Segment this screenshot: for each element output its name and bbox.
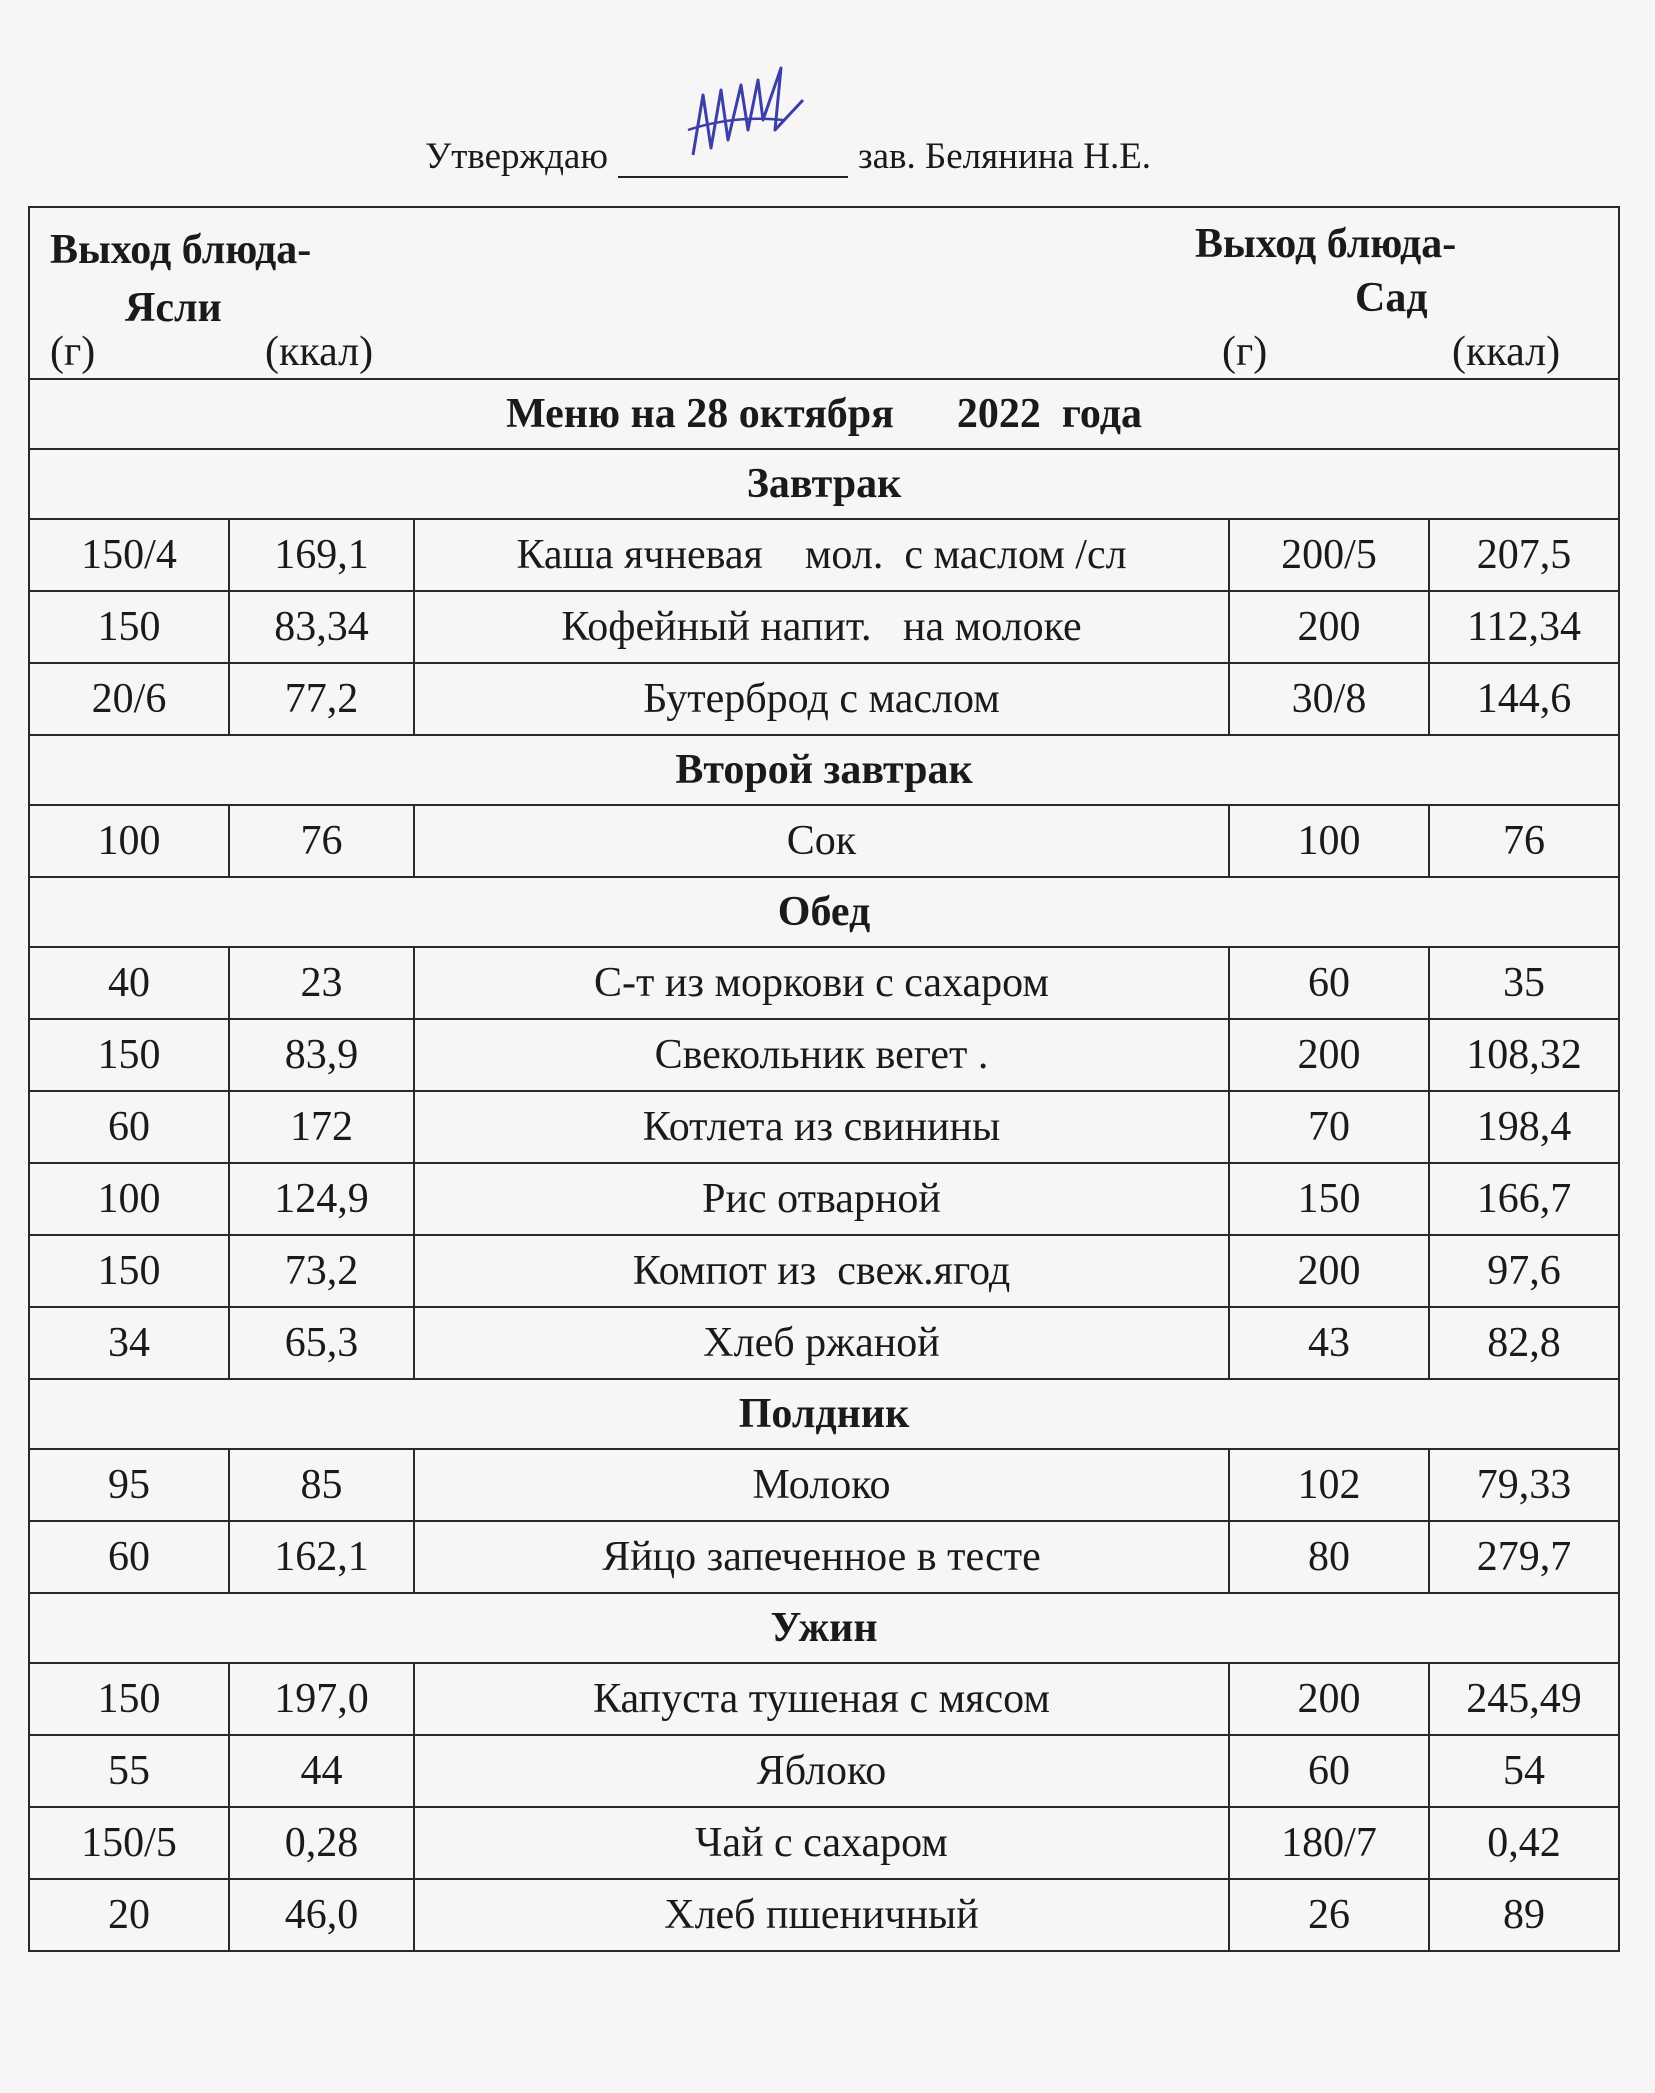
yasli-kcal-cell: 124,9 [229, 1163, 414, 1235]
table-row [29, 591, 1619, 663]
dish-name-cell: Молоко [414, 1449, 1229, 1521]
sad-grams-cell: 26 [1229, 1879, 1429, 1951]
sad-kcal-cell: 144,6 [1429, 663, 1619, 735]
sad-grams-cell: 180/7 [1229, 1807, 1429, 1879]
dish-name-cell: С-т из моркови с сахаром [414, 947, 1229, 1019]
yasli-grams-cell: 34 [29, 1307, 229, 1379]
section-title: Второй завтрак [29, 735, 1619, 805]
yasli-kcal-cell: 83,34 [229, 591, 414, 663]
sad-kcal-cell: 54 [1429, 1735, 1619, 1807]
yasli-kcal-cell: 44 [229, 1735, 414, 1807]
table-row [29, 1663, 1619, 1735]
sad-kcal-cell: 97,6 [1429, 1235, 1619, 1307]
menu-title: Меню на 28 октября 2022 года [29, 379, 1619, 449]
sad-title-line1: Выход блюда- [1195, 221, 1457, 267]
section-row [29, 1379, 1619, 1449]
sad-grams-cell: 150 [1229, 1163, 1429, 1235]
sad-unit-g: (г) [1222, 329, 1268, 375]
yasli-kcal-cell: 76 [229, 805, 414, 877]
section-row [29, 1593, 1619, 1663]
yasli-kcal-cell: 46,0 [229, 1879, 414, 1951]
dish-name-cell: Яйцо запеченное в тесте [414, 1521, 1229, 1593]
sad-kcal-cell: 198,4 [1429, 1091, 1619, 1163]
sad-unit-kcal: (ккал) [1452, 329, 1561, 375]
yasli-grams-cell: 60 [29, 1521, 229, 1593]
dish-name-cell: Компот из свеж.ягод [414, 1235, 1229, 1307]
yasli-grams-cell: 60 [29, 1091, 229, 1163]
table-row [29, 1521, 1619, 1593]
signature-icon [663, 60, 813, 185]
dish-name-cell: Яблоко [414, 1735, 1229, 1807]
yasli-grams-cell: 55 [29, 1735, 229, 1807]
yasli-grams-cell: 150 [29, 1235, 229, 1307]
section-title: Обед [29, 877, 1619, 947]
sad-kcal-cell: 112,34 [1429, 591, 1619, 663]
sad-grams-cell: 200 [1229, 591, 1429, 663]
yasli-title-line2: Ясли [125, 285, 222, 331]
sad-grams-cell: 80 [1229, 1521, 1429, 1593]
sad-grams-cell: 70 [1229, 1091, 1429, 1163]
dish-name-cell: Кофейный напит. на молоке [414, 591, 1229, 663]
menu-table [28, 206, 1620, 1952]
table-row [29, 947, 1619, 1019]
section-row [29, 449, 1619, 519]
yasli-kcal-cell: 0,28 [229, 1807, 414, 1879]
yasli-kcal-cell: 169,1 [229, 519, 414, 591]
yasli-unit-kcal: (ккал) [265, 329, 374, 375]
yasli-title-line1: Выход блюда- [50, 227, 312, 273]
sad-grams-cell: 43 [1229, 1307, 1429, 1379]
yasli-kcal-cell: 83,9 [229, 1019, 414, 1091]
sad-grams-cell: 200/5 [1229, 519, 1429, 591]
signature-line [618, 140, 848, 178]
table-row [29, 1449, 1619, 1521]
yasli-grams-cell: 100 [29, 805, 229, 877]
table-row [29, 1091, 1619, 1163]
yasli-kcal-cell: 23 [229, 947, 414, 1019]
table-row [29, 1307, 1619, 1379]
sad-kcal-cell: 79,33 [1429, 1449, 1619, 1521]
dish-name-cell: Котлета из свинины [414, 1091, 1229, 1163]
yasli-grams-cell: 150/4 [29, 519, 229, 591]
sad-kcal-cell: 245,49 [1429, 1663, 1619, 1735]
sad-kcal-cell: 0,42 [1429, 1807, 1619, 1879]
table-row [29, 663, 1619, 735]
sad-grams-cell: 60 [1229, 947, 1429, 1019]
yasli-grams-cell: 150/5 [29, 1807, 229, 1879]
sad-kcal-cell: 82,8 [1429, 1307, 1619, 1379]
sad-kcal-cell: 279,7 [1429, 1521, 1619, 1593]
dish-name-cell: Рис отварной [414, 1163, 1229, 1235]
section-title: Полдник [29, 1379, 1619, 1449]
dish-name-cell: Свекольник вегет . [414, 1019, 1229, 1091]
sad-grams-cell: 60 [1229, 1735, 1429, 1807]
table-row [29, 1807, 1619, 1879]
sad-grams-cell: 200 [1229, 1019, 1429, 1091]
dish-name-cell: Бутерброд с маслом [414, 663, 1229, 735]
dish-name-cell: Чай с сахаром [414, 1807, 1229, 1879]
yasli-grams-cell: 20 [29, 1879, 229, 1951]
sad-kcal-cell: 89 [1429, 1879, 1619, 1951]
sad-kcal-cell: 35 [1429, 947, 1619, 1019]
dish-name-cell: Хлеб ржаной [414, 1307, 1229, 1379]
yasli-grams-cell: 100 [29, 1163, 229, 1235]
yasli-kcal-cell: 65,3 [229, 1307, 414, 1379]
approval-line [425, 128, 1325, 178]
sad-grams-cell: 100 [1229, 805, 1429, 877]
yasli-grams-cell: 40 [29, 947, 229, 1019]
yasli-grams-cell: 150 [29, 1019, 229, 1091]
yasli-grams-cell: 20/6 [29, 663, 229, 735]
approval-suffix: зав. Белянина Н.Е. [858, 136, 1152, 177]
dish-name-cell: Хлеб пшеничный [414, 1879, 1229, 1951]
header-row [29, 207, 1619, 379]
section-title: Ужин [29, 1593, 1619, 1663]
yasli-kcal-cell: 85 [229, 1449, 414, 1521]
sad-kcal-cell: 166,7 [1429, 1163, 1619, 1235]
sad-kcal-cell: 76 [1429, 805, 1619, 877]
yasli-grams-cell: 95 [29, 1449, 229, 1521]
dish-name-cell: Каша ячневая мол. с маслом /сл [414, 519, 1229, 591]
menu-title-row [29, 379, 1619, 449]
sad-kcal-cell: 207,5 [1429, 519, 1619, 591]
yasli-kcal-cell: 77,2 [229, 663, 414, 735]
dish-name-cell: Капуста тушеная с мясом [414, 1663, 1229, 1735]
dish-name-cell: Сок [414, 805, 1229, 877]
approval-prefix: Утверждаю [425, 136, 608, 177]
yasli-grams-cell: 150 [29, 591, 229, 663]
table-row [29, 1235, 1619, 1307]
yasli-unit-g: (г) [50, 329, 96, 375]
yasli-kcal-cell: 73,2 [229, 1235, 414, 1307]
section-title: Завтрак [29, 449, 1619, 519]
sad-grams-cell: 200 [1229, 1235, 1429, 1307]
sad-title-line2: Сад [1355, 275, 1428, 321]
section-row [29, 735, 1619, 805]
table-row [29, 1879, 1619, 1951]
table-row [29, 1163, 1619, 1235]
sad-grams-cell: 102 [1229, 1449, 1429, 1521]
sad-grams-cell: 30/8 [1229, 663, 1429, 735]
yasli-kcal-cell: 172 [229, 1091, 414, 1163]
table-row [29, 1019, 1619, 1091]
section-row [29, 877, 1619, 947]
sad-kcal-cell: 108,32 [1429, 1019, 1619, 1091]
header-cell [29, 207, 1619, 379]
table-row [29, 805, 1619, 877]
table-row [29, 519, 1619, 591]
yasli-kcal-cell: 162,1 [229, 1521, 414, 1593]
yasli-kcal-cell: 197,0 [229, 1663, 414, 1735]
yasli-grams-cell: 150 [29, 1663, 229, 1735]
table-row [29, 1735, 1619, 1807]
sad-grams-cell: 200 [1229, 1663, 1429, 1735]
